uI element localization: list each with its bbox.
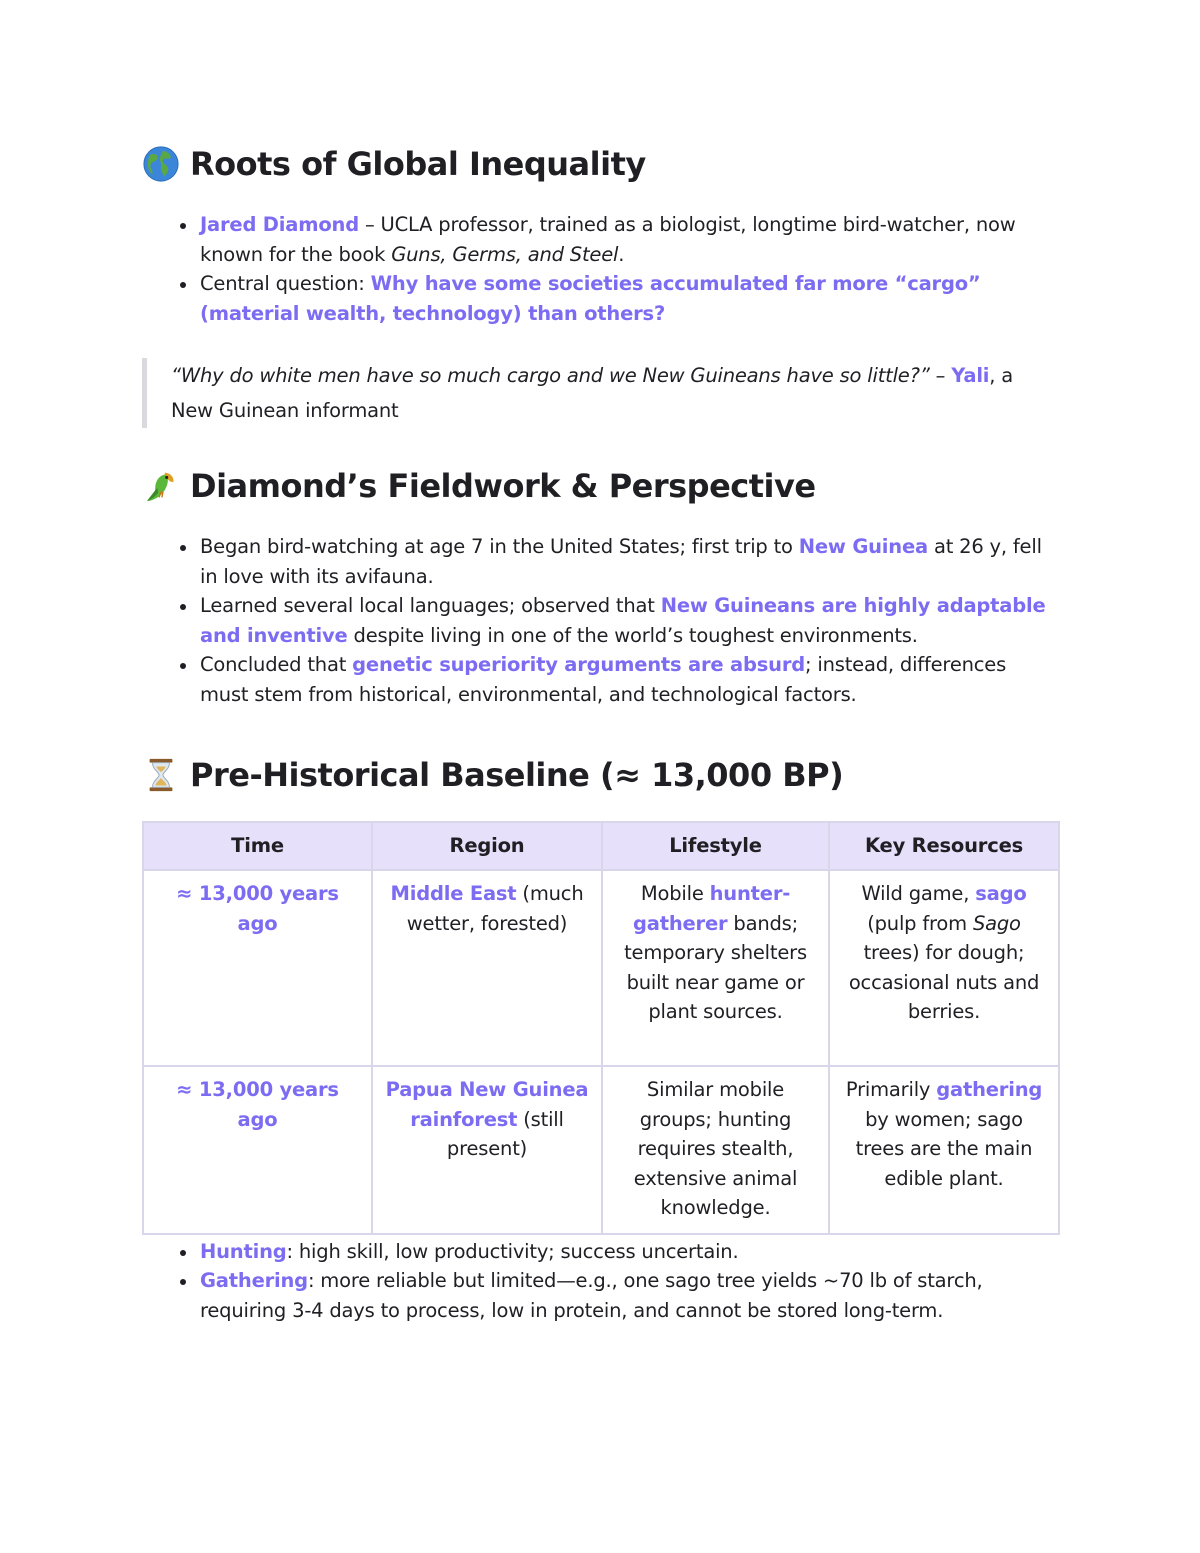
bullet-list xyxy=(142,1237,1058,1326)
list-item: Gathering: more reliable but limited—e.g., one sago tree yields ~70 lb of starch, requiring 3-4 days to process, low in protein, and cannot be stored long-term. xyxy=(200,1266,1058,1325)
list-item: Jared Diamond – UCLA professor, trained as a biologist, longtime bird-watcher, now known for the book Guns, Germs, and Steel. xyxy=(200,210,1058,269)
document-page xyxy=(142,140,1058,1325)
column-header-resources: Key Resources xyxy=(829,822,1059,870)
bullet-list xyxy=(142,210,1058,328)
highlight-text: New Guineans are highly adaptable and inventive xyxy=(200,594,1046,647)
section-heading-fieldwork xyxy=(142,462,1058,510)
parrot-icon xyxy=(142,467,180,505)
blockquote: “Why do white men have so much cargo and we New Guineans have so little?” – Yali, a New Guinean informant xyxy=(142,358,1058,428)
highlight-text: Yali xyxy=(951,364,990,387)
cell-time: ≈ 13,000 years ago xyxy=(143,870,372,1066)
list-item: Central question: Why have some societies accumulated far more “cargo” (material wealth, technology) than others? xyxy=(200,269,1058,328)
highlight-text: Gathering xyxy=(200,1269,308,1292)
list-item: Began bird-watching at age 7 in the United States; first trip to New Guinea at 26 y, fell in love with its avifauna. xyxy=(200,532,1058,591)
highlight-text: Hunting xyxy=(200,1239,287,1263)
hourglass-icon xyxy=(142,756,180,794)
globe-icon xyxy=(142,145,180,183)
section-title: Pre-Historical Baseline (≈ 13,000 BP) xyxy=(190,756,844,794)
table-header-row xyxy=(143,822,1059,870)
cell-time: ≈ 13,000 years ago xyxy=(143,1066,372,1234)
column-header-region: Region xyxy=(372,822,602,870)
list-item: Hunting: high skill, low productivity; success uncertain. xyxy=(200,1237,1058,1267)
list-item: Learned several local languages; observed that New Guineans are highly adaptable and inventive despite living in one of the world’s toughest environments. xyxy=(200,591,1058,650)
highlight-text: Why have some societies accumulated far more “cargo” (material wealth, technology) than others? xyxy=(200,272,981,325)
cell-region: Papua New Guinea rainforest (still present) xyxy=(372,1066,602,1234)
section-heading-baseline xyxy=(142,751,1058,799)
baseline-table xyxy=(142,821,1060,1235)
cell-lifestyle: Mobile hunter-gatherer bands; temporary shelters built near game or plant sources. xyxy=(602,870,829,1066)
column-header-time: Time xyxy=(143,822,372,870)
highlight-text: New Guinea xyxy=(798,535,928,558)
column-header-lifestyle: Lifestyle xyxy=(602,822,829,870)
cell-lifestyle: Similar mobile groups; hunting requires stealth, extensive animal knowledge. xyxy=(602,1066,829,1234)
bullet-list xyxy=(142,532,1058,709)
section-heading-roots xyxy=(142,140,1058,188)
section-title: Roots of Global Inequality xyxy=(190,145,646,183)
cell-region: Middle East (much wetter, forested) xyxy=(372,870,602,1066)
highlight-text: Jared Diamond xyxy=(200,213,359,236)
list-item: Concluded that genetic superiority arguments are absurd; instead, differences must stem from historical, environmental, and technological factors. xyxy=(200,650,1058,709)
section-title: Diamond’s Fieldwork & Perspective xyxy=(190,467,816,505)
table-row xyxy=(143,870,1059,1066)
highlight-text: genetic superiority arguments are absurd xyxy=(352,653,806,676)
cell-resources: Wild game, sago (pulp from Sago trees) for dough; occasional nuts and berries. xyxy=(829,870,1059,1066)
cell-resources: Primarily gathering by women; sago trees are the main edible plant. xyxy=(829,1066,1059,1234)
table-row xyxy=(143,1066,1059,1234)
